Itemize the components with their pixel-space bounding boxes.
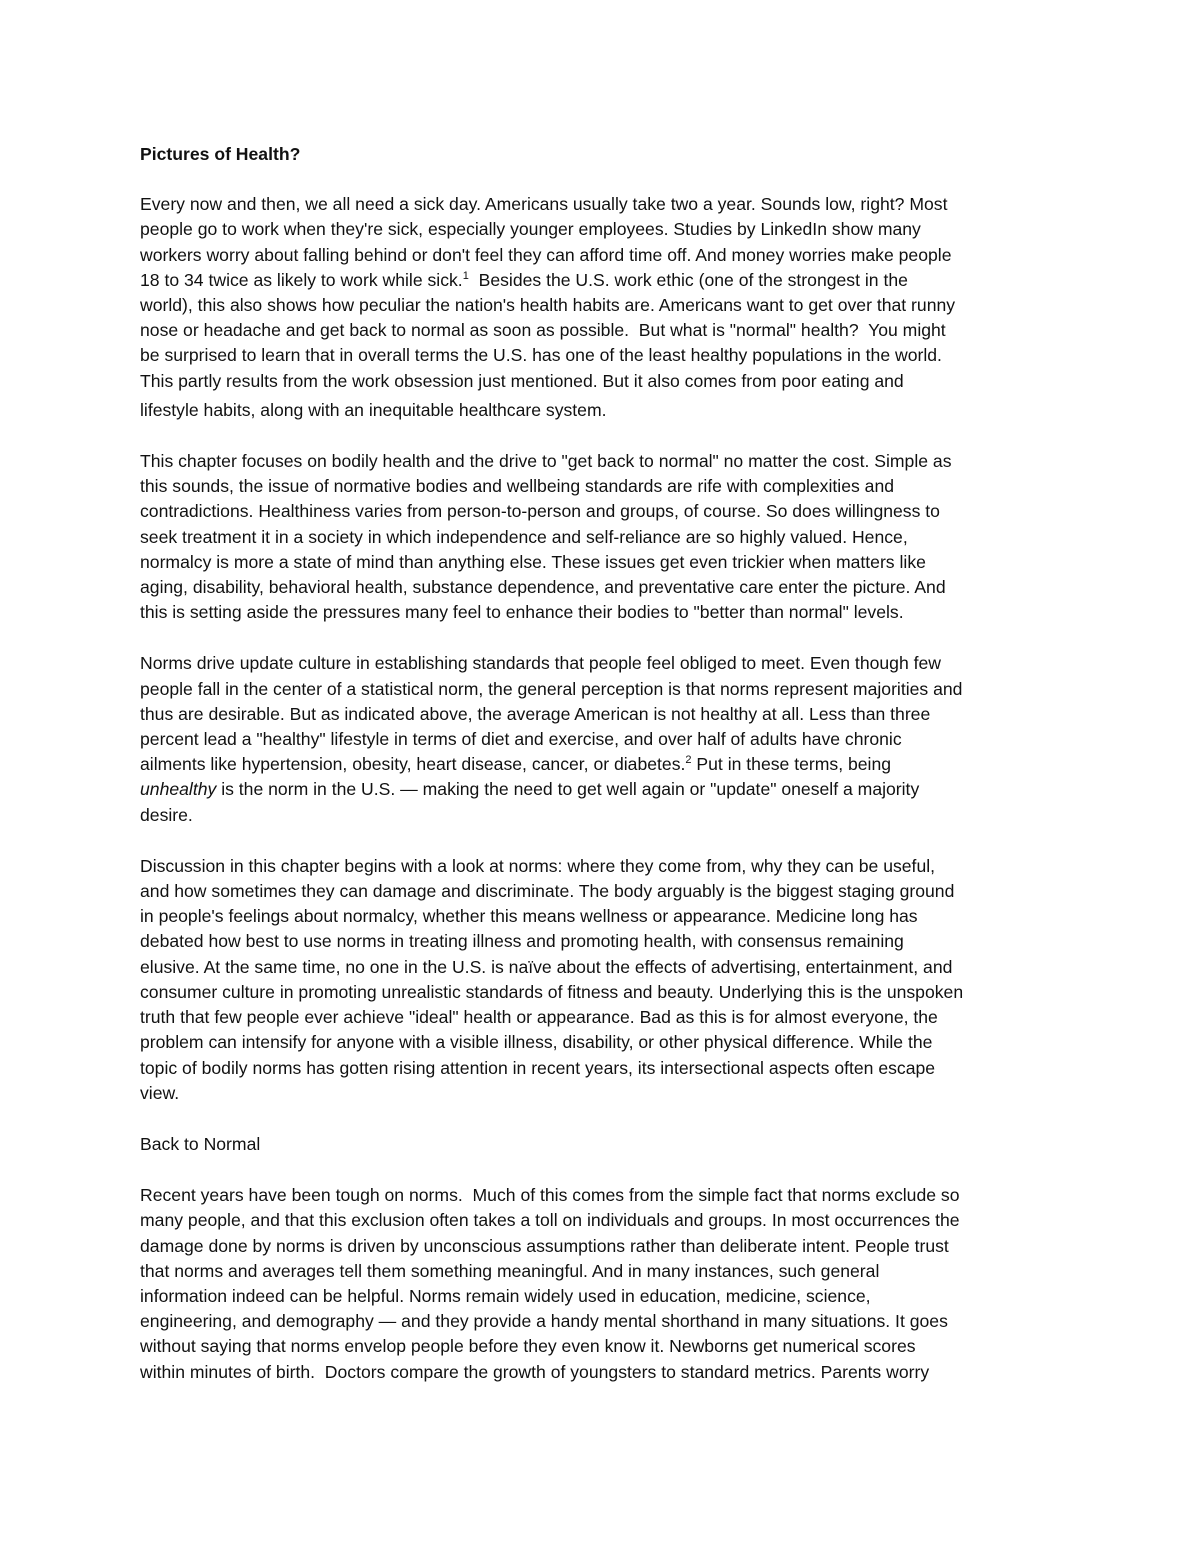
text-line: Recent years have been tough on norms. Much of this comes from the simple fact that norms exclude so [140,1185,960,1206]
text-line: view. [140,1082,180,1103]
text-line: damage done by norms is driven by unconscious assumptions rather than deliberate intent. People trust [140,1235,949,1256]
text-line: this is setting aside the pressures many feel to enhance their bodies to "better than normal" levels. [140,602,904,623]
text-line: desire. [140,804,193,825]
text-line: thus are desirable. But as indicated above, the average American is not healthy at all. Less than three [140,703,931,724]
text-line: be surprised to learn that in overall terms the U.S. has one of the least healthy populations in the world. [140,345,942,366]
text-line: people go to work when they're sick, especially younger employees. Studies by LinkedIn show many [140,219,921,240]
text-line: contradictions. Healthiness varies from person-to-person and groups, of course. So does willingness to [140,501,940,522]
paragraph-discussion [140,854,1070,1106]
text-line: that norms and averages tell them something meaningful. And in many instances, such general [140,1260,880,1281]
text-line: problem can intensify for anyone with a visible illness, disability, or other physical difference. While the [140,1032,933,1053]
paragraph-norms-update-culture [140,651,1070,827]
text-segment: Besides the U.S. work ethic (one of the strongest in the [468,269,908,290]
text-line: this sounds, the issue of normative bodies and wellbeing standards are rife with complexities and [140,476,895,497]
text-segment: ailments like hypertension, obesity, heart disease, cancer, or diabetes. [140,754,686,775]
paragraph-chapter-focus [140,449,1070,625]
text-line: people fall in the center of a statistical norm, the general perception is that norms represent majorities and [140,678,963,699]
paragraph-tough-on-norms [140,1183,1070,1385]
text-segment: is the norm in the U.S. — making the need to get well again or "update" oneself a majority [216,779,920,800]
text-line: without saying that norms envelop people before they even know it. Newborns get numerical scores [140,1336,916,1357]
text-line: in people's feelings about normalcy, whether this means wellness or appearance. Medicine long has [140,906,918,927]
footnote-marker-2: 2 [685,754,692,767]
text-line: information indeed can be helpful. Norms remain widely used in education, medicine, science, [140,1285,871,1306]
text-line: engineering, and demography — and they provide a handy mental shorthand in many situations. It goes [140,1311,948,1332]
text-line: nose or headache and get back to normal as soon as possible. But what is "normal" health? You might [140,320,946,341]
text-line: many people, and that this exclusion often takes a toll on individuals and groups. In most occurrences the [140,1210,960,1231]
text-line: Discussion in this chapter begins with a look at norms: where they come from, why they can be useful, [140,855,936,876]
text-line: elusive. At the same time, no one in the U.S. is naïve about the effects of advertising, entertainment, and [140,956,953,977]
text-line: world), this also shows how peculiar the nation's health habits are. Americans want to get over that runny [140,295,956,316]
text-segment: Put in these terms, being [691,754,892,775]
document-title: Pictures of Health? [140,144,301,164]
text-line: workers worry about falling behind or don't feel they can afford time off. And money worries make people [140,244,952,265]
footnote-marker-1: 1 [462,269,469,282]
text-line: topic of bodily norms has gotten rising attention in recent years, its intersectional aspects often escape [140,1057,936,1078]
document-page [140,142,1070,1411]
text-line: lifestyle habits, along with an inequitable healthcare system. [140,399,607,420]
text-line: and how sometimes they can damage and discriminate. The body arguably is the biggest staging ground [140,881,955,902]
text-line: debated how best to use norms in treating illness and promoting health, with consensus remaining [140,931,904,952]
text-line: This chapter focuses on bodily health and the drive to "get back to normal" no matter the cost. Simple as [140,451,952,472]
text-line: Every now and then, we all need a sick day. Americans usually take two a year. Sounds low, right? Most [140,194,948,215]
text-line: aging, disability, behavioral health, substance dependence, and preventative care enter the picture. And [140,577,946,598]
text-line: consumer culture in promoting unrealistic standards of fitness and beauty. Underlying this is the unspoken [140,981,964,1002]
text-line [140,777,1070,802]
text-line: percent lead a "healthy" lifestyle in terms of diet and exercise, and over half of adults have chronic [140,729,902,750]
text-line: Norms drive update culture in establishing standards that people feel obliged to meet. Even though few [140,653,942,674]
text-line: within minutes of birth. Doctors compare the growth of youngsters to standard metrics. Parents worry [140,1361,930,1382]
section-heading: Back to Normal [140,1133,261,1154]
text-line [140,752,1070,777]
text-line: seek treatment it in a society in which independence and self-reliance are so highly valued. Hence, [140,526,908,547]
paragraph-sick-days [140,192,1070,423]
text-segment: 18 to 34 twice as likely to work while sick. [140,269,463,290]
text-line: truth that few people ever achieve "ideal" health or appearance. Bad as this is for almost everyone, the [140,1007,938,1028]
text-line: normalcy is more a state of mind than anything else. These issues get even trickier when matters like [140,551,926,572]
text-line: This partly results from the work obsession just mentioned. But it also comes from poor eating and [140,370,904,391]
text-line [140,268,1070,293]
emphasized-word: unhealthy [140,779,217,800]
